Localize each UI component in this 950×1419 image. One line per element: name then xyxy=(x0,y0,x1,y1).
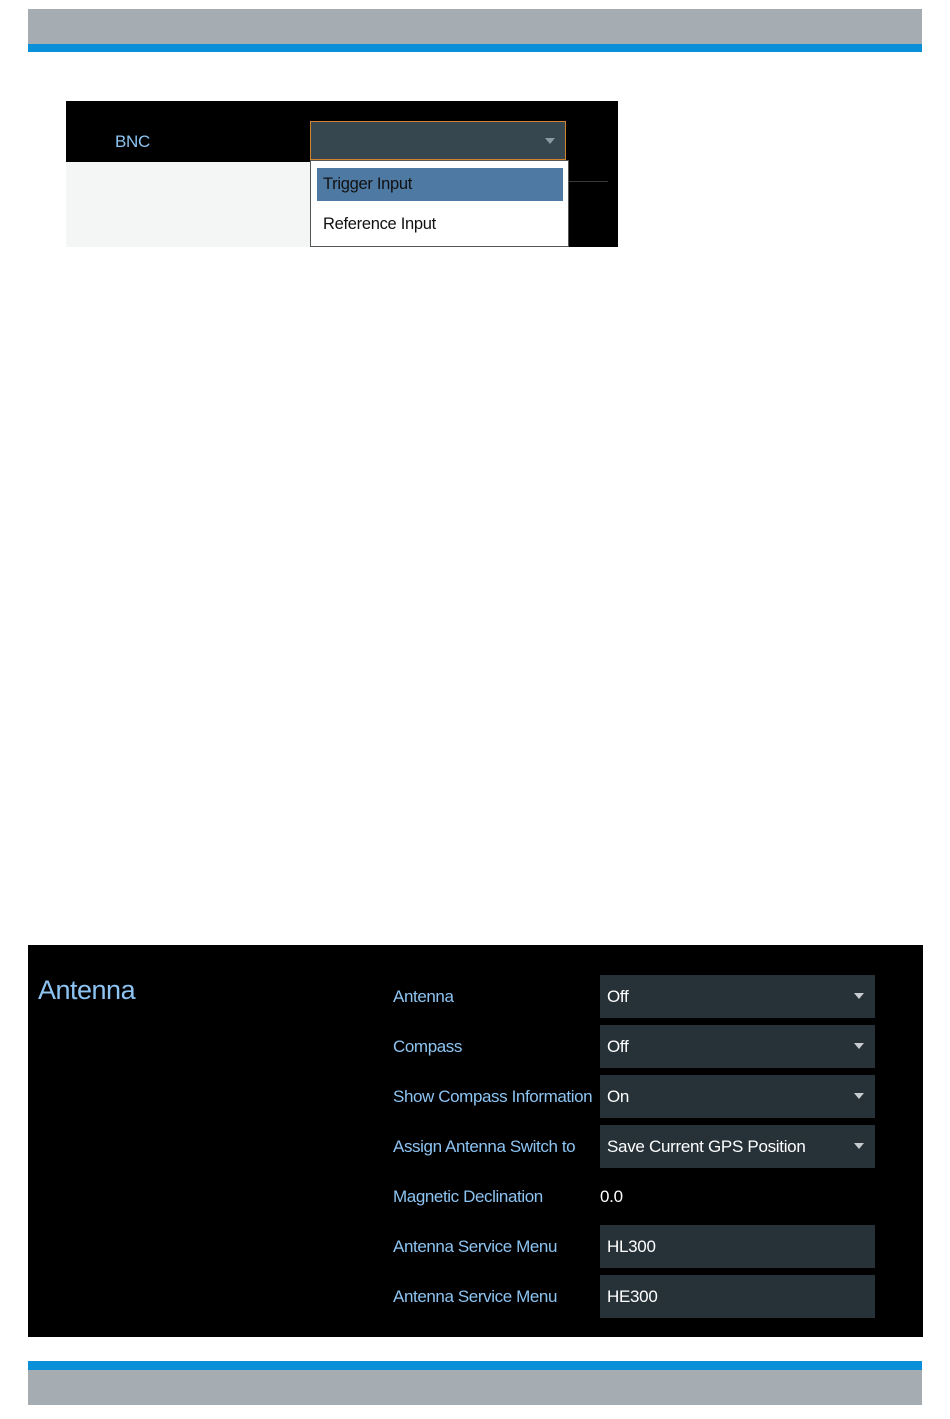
antenna-label: Antenna xyxy=(393,987,454,1006)
option-reference-input[interactable]: Reference Input xyxy=(323,215,436,233)
setting-row-magnetic-declination xyxy=(28,1175,923,1218)
antenna-service-menu-button-he300[interactable]: HE300 xyxy=(600,1275,875,1318)
header-gray-band xyxy=(28,9,922,44)
antenna-service-menu-label: Antenna Service Menu xyxy=(393,1237,557,1256)
chevron-down-icon xyxy=(854,1143,864,1149)
chevron-down-icon xyxy=(545,138,555,144)
bnc-dropdown-menu xyxy=(310,160,569,247)
bnc-select[interactable] xyxy=(310,121,566,160)
setting-row-antenna-service-menu-1 xyxy=(28,1225,923,1268)
setting-row-antenna xyxy=(28,975,923,1018)
bnc-panel-background xyxy=(66,162,310,247)
setting-row-antenna-service-menu-2 xyxy=(28,1275,923,1318)
antenna-settings-panel xyxy=(28,945,923,1337)
magnetic-declination-label: Magnetic Declination xyxy=(393,1187,543,1206)
chevron-down-icon xyxy=(854,1093,864,1099)
bnc-label: BNC xyxy=(115,132,150,151)
chevron-down-icon xyxy=(854,993,864,999)
divider xyxy=(566,181,608,182)
header-blue-band xyxy=(28,44,922,52)
assign-antenna-switch-label: Assign Antenna Switch to xyxy=(393,1137,576,1156)
bnc-settings-panel xyxy=(66,101,618,247)
chevron-down-icon xyxy=(854,1043,864,1049)
antenna-select-value: Off xyxy=(607,987,629,1006)
magnetic-declination-value[interactable]: 0.0 xyxy=(600,1187,623,1206)
show-compass-information-value: On xyxy=(607,1087,630,1106)
setting-row-show-compass-information xyxy=(28,1075,923,1118)
antenna-service-menu-button-hl300[interactable]: HL300 xyxy=(600,1225,875,1268)
show-compass-information-select[interactable] xyxy=(600,1075,875,1118)
section-title: Antenna xyxy=(38,975,136,1005)
assign-antenna-switch-select[interactable] xyxy=(600,1125,875,1168)
show-compass-information-label: Show Compass Information xyxy=(393,1087,593,1106)
compass-label: Compass xyxy=(393,1037,463,1056)
antenna-service-menu-label: Antenna Service Menu xyxy=(393,1287,557,1306)
compass-select-value: Off xyxy=(607,1037,629,1056)
compass-select[interactable] xyxy=(600,1025,875,1068)
setting-row-compass xyxy=(28,1025,923,1068)
footer-gray-band xyxy=(28,1370,922,1405)
footer-blue-band xyxy=(28,1361,922,1370)
option-trigger-input[interactable]: Trigger Input xyxy=(317,168,563,201)
assign-antenna-switch-value: Save Current GPS Position xyxy=(607,1137,806,1156)
antenna-select[interactable] xyxy=(600,975,875,1018)
setting-row-assign-antenna-switch xyxy=(28,1125,923,1168)
